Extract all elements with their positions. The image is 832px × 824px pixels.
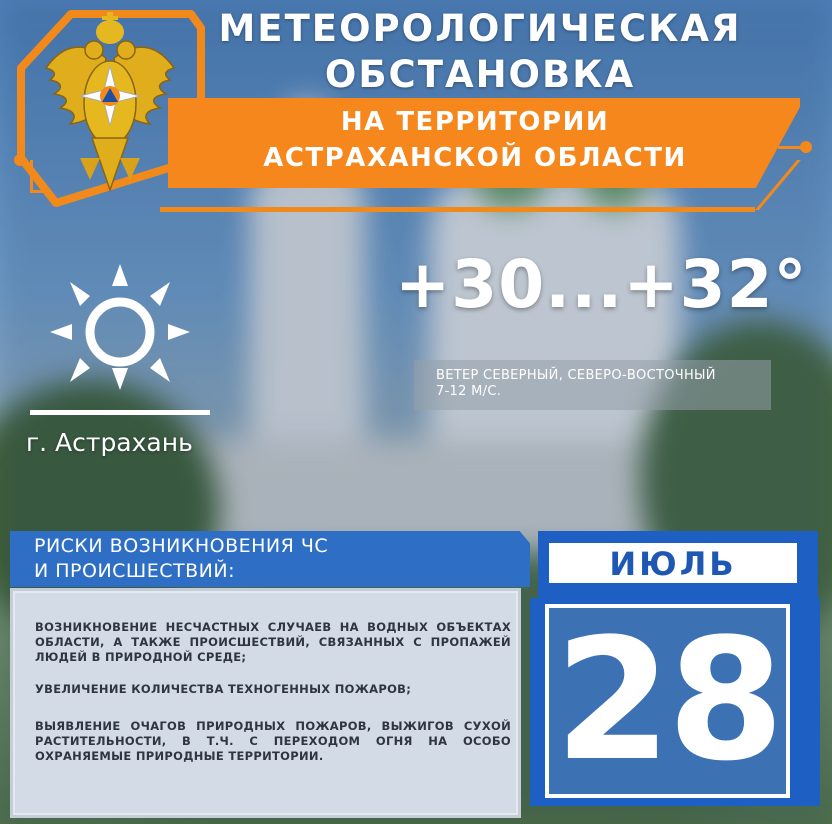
list-item: УВЕЛИЧЕНИЕ КОЛИЧЕСТВА ТЕХНОГЕННЫХ ПОЖАРОВ; xyxy=(35,682,412,696)
risks-list xyxy=(35,620,511,781)
sun-icon xyxy=(40,262,200,392)
city-name: г. Астрахань xyxy=(26,428,193,457)
wind-info xyxy=(414,360,771,410)
frame-dot xyxy=(14,154,26,166)
eagle-emblem-icon xyxy=(40,8,180,193)
wind-speed: 7-12 М/С. xyxy=(436,384,502,399)
title-line: МЕТЕОРОЛОГИЧЕСКАЯ xyxy=(218,7,742,50)
title-line: ОБСТАНОВКА xyxy=(324,53,636,96)
wind-direction: ВЕТЕР СЕВЕРНЫЙ, СЕВЕРО-ВОСТОЧНЫЙ xyxy=(436,368,716,383)
frame-line xyxy=(30,160,33,190)
temperature: +30...+32° xyxy=(395,246,808,323)
risks-heading xyxy=(34,534,328,584)
page-title xyxy=(180,6,780,98)
subtitle-line: НА ТЕРРИТОРИИ xyxy=(340,107,610,137)
list-item: ВОЗНИКНОВЕНИЕ НЕСЧАСТНЫХ СЛУЧАЕВ НА ВОДНЫХ ОБЪЕКТАХ ОБЛАСТИ, А ТАКЖЕ ПРОИСШЕСТВИЙ, СВЯЗАННЫХ С ПРОПАЖЕЙ ЛЮДЕЙ В ПРИРОДНОЙ СРЕДЕ; xyxy=(35,620,511,664)
subtitle-line: АСТРАХАНСКОЙ ОБЛАСТИ xyxy=(263,143,687,173)
frame-dot xyxy=(800,141,812,153)
risks-heading-line: РИСКИ ВОЗНИКНОВЕНИЯ ЧС xyxy=(34,535,329,557)
region-subtitle xyxy=(170,104,780,176)
divider xyxy=(30,410,210,415)
day-number: 28 xyxy=(554,602,781,798)
list-item: ВЫЯВЛЕНИЕ ОЧАГОВ ПРИРОДНЫХ ПОЖАРОВ, ВЫЖИГОВ СУХОЙ РАСТИТЕЛЬНОСТИ, В Т.Ч. С ПЕРЕХОДОМ ОГНЯ НА ОСОБО ОХРАНЯЕМЫЕ ПРИРОДНЫЕ ТЕРРИТОРИИ. xyxy=(35,719,511,763)
month-label: ИЮЛЬ xyxy=(549,543,797,583)
risks-heading-line: И ПРОИСШЕСТВИЙ: xyxy=(34,560,235,582)
frame-line xyxy=(160,207,755,212)
